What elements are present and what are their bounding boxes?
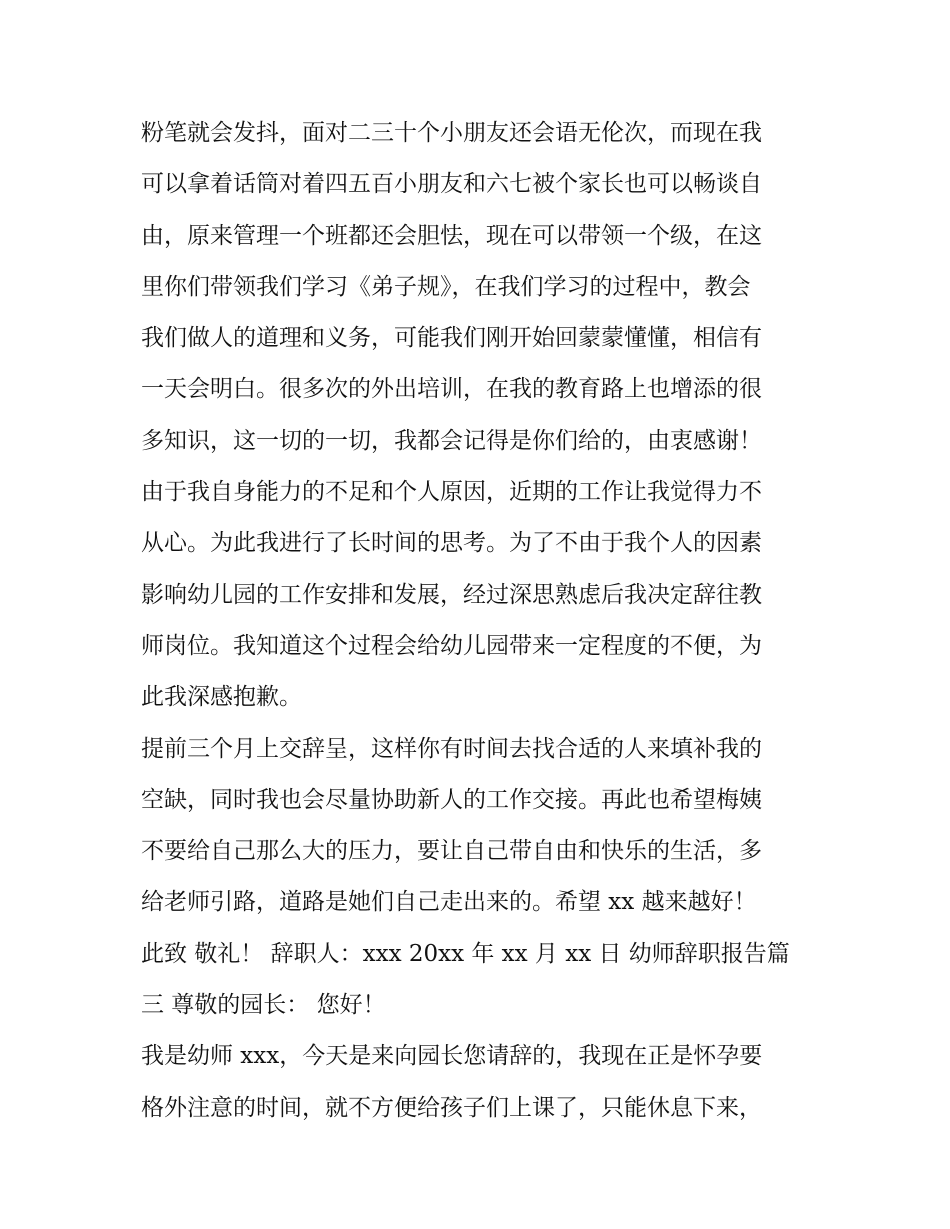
text-line: 师岗位。我知道这个过程会给幼儿园带来一定程度的不便，为	[141, 632, 762, 659]
text-line: 格外注意的时间，就不方便给孩子们上课了，只能休息下来，	[141, 1094, 762, 1121]
text-line: 空缺，同时我也会尽量协助新人的工作交接。再此也希望梅姨	[141, 786, 762, 813]
text-line: 提前三个月上交辞呈，这样你有时间去找合适的人来填补我的	[141, 735, 762, 762]
text-line: 不要给自己那么大的压力，要让自己带自由和快乐的生活，多	[141, 838, 762, 865]
text-line: 从心。为此我进行了长时间的思考。为了不由于我个人的因素	[141, 530, 762, 557]
text-line: 此我深感抱歉。	[141, 684, 302, 711]
text-line: 可以拿着话筒对着四五百小朋友和六七被个家长也可以畅谈自	[141, 171, 762, 198]
text-line: 此致 敬礼！ 辞职人：xxx 20xx 年 xx 月 xx 日 幼师辞职报告篇	[141, 940, 790, 967]
body-text	[141, 108, 821, 1134]
text-line: 影响幼儿园的工作安排和发展，经过深思熟虑后我决定辞往教	[141, 581, 762, 608]
text-line: 三 尊敬的园长： 您好！	[141, 992, 386, 1019]
text-line: 由于我自身能力的不足和个人原因，近期的工作让我觉得力不	[141, 479, 762, 506]
text-line: 由，原来管理一个班都还会胆怯，现在可以带领一个级，在这	[141, 222, 762, 249]
text-line: 里你们带领我们学习《弟子规》，在我们学习的过程中，教会	[141, 273, 751, 300]
text-line: 我是幼师 xxx，今天是来向园长您请辞的，我现在正是怀孕要	[141, 1043, 763, 1070]
text-line: 给老师引路，道路是她们自己走出来的。希望 xx 越来越好！	[141, 889, 757, 916]
text-line: 多知识，这一切的一切，我都会记得是你们给的，由衷感谢！	[141, 427, 762, 454]
text-line: 粉笔就会发抖，面对二三十个小朋友还会语无伦次，而现在我	[141, 120, 762, 146]
text-line: 一天会明白。很多次的外出培训，在我的教育路上也增添的很	[141, 376, 762, 403]
text-line: 我们做人的道理和义务，可能我们刚开始回蒙蒙懂懂，相信有	[141, 325, 762, 352]
